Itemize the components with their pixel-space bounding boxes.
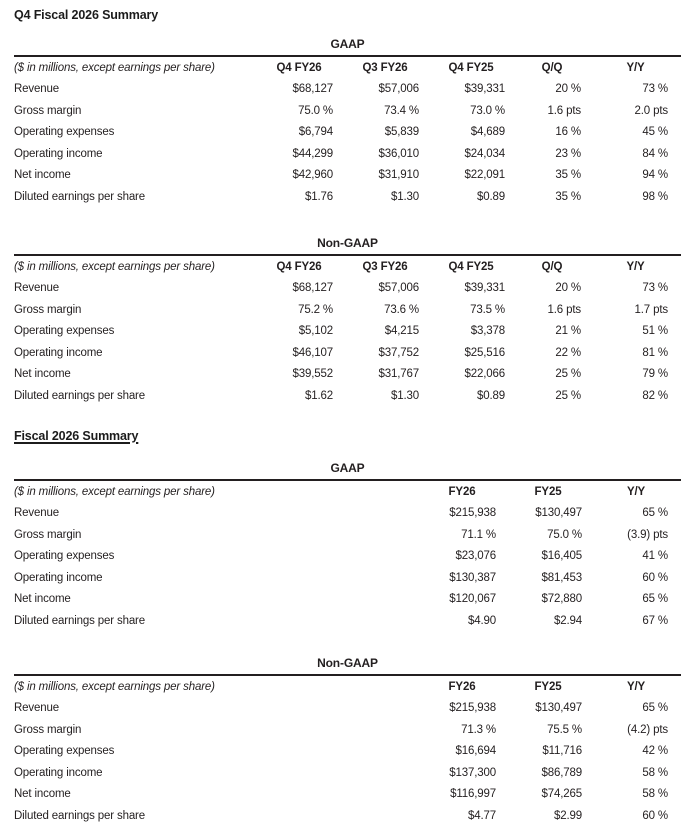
units-note-header: ($ in millions, except earnings per share) xyxy=(14,486,215,498)
cell-value: $4.77 xyxy=(467,809,496,822)
cell-value: 73 % xyxy=(642,282,668,295)
cell-value: 21 % xyxy=(555,325,581,338)
cell-value: 71.1 % xyxy=(461,528,496,541)
column-header: Y/Y xyxy=(626,681,646,693)
fiscal-summary-heading: Fiscal 2026 Summary xyxy=(14,429,139,443)
fy-non-gaap-table-section xyxy=(14,656,681,827)
cell-value: $215,938 xyxy=(449,507,496,520)
table-row xyxy=(14,144,681,166)
table-title-non-gaap: Non-GAAP xyxy=(317,236,378,250)
cell-value: 60 % xyxy=(642,809,668,822)
row-label: Gross margin xyxy=(14,104,82,117)
cell-value: $46,107 xyxy=(292,346,333,359)
cell-value: $3,378 xyxy=(470,325,505,338)
cell-value: $36,010 xyxy=(378,147,419,160)
row-label: Net income xyxy=(14,593,71,606)
row-label: Diluted earnings per share xyxy=(14,190,145,203)
table-row xyxy=(14,546,681,568)
table-row xyxy=(14,720,681,742)
fy-non-gaap-table xyxy=(14,674,681,827)
row-label: Operating income xyxy=(14,346,103,359)
row-label: Operating income xyxy=(14,147,103,160)
cell-value: 73.6 % xyxy=(384,303,419,316)
cell-value: 65 % xyxy=(642,507,668,520)
row-label: Operating expenses xyxy=(14,126,115,139)
table-row xyxy=(14,698,681,720)
cell-value: 2.0 pts xyxy=(634,104,668,117)
column-header: Q4 FY25 xyxy=(448,261,494,273)
cell-value: $68,127 xyxy=(292,282,333,295)
cell-value: $4.90 xyxy=(467,614,496,627)
row-label: Operating expenses xyxy=(14,325,115,338)
cell-value: 75.0 % xyxy=(298,104,333,117)
cell-value: $37,752 xyxy=(378,346,419,359)
row-label: Revenue xyxy=(14,702,59,715)
cell-value: $4,215 xyxy=(384,325,419,338)
table-row xyxy=(14,589,681,611)
table-row xyxy=(14,525,681,547)
row-label: Operating income xyxy=(14,766,103,779)
column-header: FY25 xyxy=(534,681,562,693)
cell-value: 65 % xyxy=(642,702,668,715)
cell-value: 41 % xyxy=(642,550,668,563)
column-header: FY26 xyxy=(448,681,476,693)
row-label: Revenue xyxy=(14,507,59,520)
cell-value: $5,102 xyxy=(298,325,333,338)
cell-value: $130,497 xyxy=(535,507,582,520)
row-label: Diluted earnings per share xyxy=(14,614,145,627)
cell-value: 22 % xyxy=(555,346,581,359)
cell-value: $11,716 xyxy=(542,745,582,758)
table-title-non-gaap: Non-GAAP xyxy=(317,656,378,670)
fy-gaap-table xyxy=(14,479,681,632)
cell-value: $44,299 xyxy=(292,147,333,160)
column-header: Y/Y xyxy=(626,261,645,273)
cell-value: 51 % xyxy=(642,325,668,338)
cell-value: $0.89 xyxy=(476,389,505,402)
cell-value: $215,938 xyxy=(449,702,496,715)
cell-value: 81 % xyxy=(642,346,668,359)
column-header: Q/Q xyxy=(541,62,563,74)
cell-value: $31,910 xyxy=(378,169,419,182)
cell-value: 73 % xyxy=(642,83,668,96)
row-label: Diluted earnings per share xyxy=(14,809,145,822)
table-header-row xyxy=(14,255,681,278)
cell-value: 75.2 % xyxy=(298,303,333,316)
row-label: Operating expenses xyxy=(14,550,115,563)
row-label: Operating income xyxy=(14,571,103,584)
column-header: FY25 xyxy=(534,486,562,498)
cell-value: $16,405 xyxy=(541,550,582,563)
table-title-gaap: GAAP xyxy=(330,37,365,51)
cell-value: $2.99 xyxy=(553,809,582,822)
cell-value: (3.9) pts xyxy=(627,528,668,541)
table-row xyxy=(14,784,681,806)
cell-value: 71.3 % xyxy=(461,723,496,736)
table-row xyxy=(14,300,681,322)
cell-value: $1.30 xyxy=(390,389,419,402)
column-header: FY26 xyxy=(448,486,476,498)
column-header: Y/Y xyxy=(626,62,645,74)
table-row xyxy=(14,101,681,123)
table-row xyxy=(14,165,681,187)
column-header: Q4 FY26 xyxy=(276,261,322,273)
cell-value: 75.0 % xyxy=(547,528,582,541)
cell-value: 20 % xyxy=(555,83,581,96)
cell-value: 98 % xyxy=(642,190,668,203)
cell-value: $116,997 xyxy=(450,788,496,801)
cell-value: $22,091 xyxy=(464,169,505,182)
cell-value: $22,066 xyxy=(464,368,505,381)
cell-value: 25 % xyxy=(555,389,581,402)
row-label: Operating expenses xyxy=(14,745,115,758)
cell-value: $42,960 xyxy=(292,169,333,182)
cell-value: 35 % xyxy=(555,169,581,182)
q4-non-gaap-table-section xyxy=(14,236,681,407)
table-row xyxy=(14,343,681,365)
q4-summary-heading: Q4 Fiscal 2026 Summary xyxy=(14,8,159,22)
table-row xyxy=(14,806,681,828)
row-label: Diluted earnings per share xyxy=(14,389,145,402)
cell-value: $39,331 xyxy=(464,83,505,96)
cell-value: 1.6 pts xyxy=(547,303,581,316)
q4-gaap-table xyxy=(14,55,681,208)
units-note-header: ($ in millions, except earnings per share) xyxy=(14,681,215,693)
table-row xyxy=(14,278,681,300)
table-row xyxy=(14,611,681,633)
cell-value: $16,694 xyxy=(455,745,496,758)
cell-value: $5,839 xyxy=(384,126,419,139)
row-label: Net income xyxy=(14,169,71,182)
cell-value: $130,387 xyxy=(449,571,496,584)
cell-value: 35 % xyxy=(555,190,581,203)
cell-value: 42 % xyxy=(642,745,668,758)
cell-value: $57,006 xyxy=(378,282,419,295)
row-label: Net income xyxy=(14,368,71,381)
table-row xyxy=(14,187,681,209)
table-header-row xyxy=(14,56,681,79)
cell-value: 60 % xyxy=(642,571,668,584)
cell-value: $4,689 xyxy=(470,126,505,139)
cell-value: 1.7 pts xyxy=(634,303,668,316)
cell-value: $23,076 xyxy=(455,550,496,563)
column-header: Q4 FY26 xyxy=(276,62,322,74)
cell-value: $86,789 xyxy=(541,766,582,779)
table-row xyxy=(14,364,681,386)
row-label: Gross margin xyxy=(14,528,82,541)
cell-value: 45 % xyxy=(642,126,668,139)
table-row xyxy=(14,122,681,144)
cell-value: 84 % xyxy=(642,147,668,160)
table-row xyxy=(14,503,681,525)
fy-gaap-table-section xyxy=(14,461,681,632)
cell-value: 75.5 % xyxy=(547,723,582,736)
cell-value: 73.0 % xyxy=(470,104,505,117)
cell-value: 23 % xyxy=(555,147,581,160)
table-header-row xyxy=(14,480,681,503)
table-row xyxy=(14,321,681,343)
cell-value: $31,767 xyxy=(378,368,419,381)
row-label: Net income xyxy=(14,788,71,801)
cell-value: 58 % xyxy=(642,788,668,801)
cell-value: $25,516 xyxy=(464,346,505,359)
row-label: Revenue xyxy=(14,282,59,295)
row-label: Gross margin xyxy=(14,723,82,736)
cell-value: 73.5 % xyxy=(470,303,505,316)
table-header-row xyxy=(14,675,681,698)
units-note-header: ($ in millions, except earnings per share) xyxy=(14,261,215,273)
cell-value: 73.4 % xyxy=(384,104,419,117)
cell-value: 65 % xyxy=(642,593,668,606)
row-label: Gross margin xyxy=(14,303,82,316)
q4-non-gaap-table xyxy=(14,254,681,407)
cell-value: (4.2) pts xyxy=(627,723,668,736)
cell-value: $0.89 xyxy=(476,190,505,203)
cell-value: 67 % xyxy=(642,614,668,627)
cell-value: 82 % xyxy=(642,389,668,402)
cell-value: $24,034 xyxy=(464,147,505,160)
cell-value: 58 % xyxy=(642,766,668,779)
column-header: Q3 FY26 xyxy=(362,261,408,273)
cell-value: $57,006 xyxy=(378,83,419,96)
cell-value: $130,497 xyxy=(535,702,582,715)
cell-value: $39,331 xyxy=(464,282,505,295)
cell-value: 16 % xyxy=(555,126,581,139)
table-title-gaap: GAAP xyxy=(330,461,365,475)
cell-value: $68,127 xyxy=(292,83,333,96)
cell-value: 79 % xyxy=(642,368,668,381)
cell-value: $1.30 xyxy=(390,190,419,203)
cell-value: $120,067 xyxy=(449,593,496,606)
table-row xyxy=(14,568,681,590)
cell-value: $39,552 xyxy=(292,368,333,381)
cell-value: 94 % xyxy=(642,169,668,182)
cell-value: 25 % xyxy=(555,368,581,381)
cell-value: $72,880 xyxy=(541,593,582,606)
table-row xyxy=(14,763,681,785)
cell-value: 20 % xyxy=(555,282,581,295)
cell-value: $81,453 xyxy=(541,571,582,584)
q4-gaap-table-section xyxy=(14,37,681,208)
cell-value: 1.6 pts xyxy=(547,104,581,117)
column-header: Q4 FY25 xyxy=(448,62,494,74)
cell-value: $2.94 xyxy=(553,614,582,627)
cell-value: $137,300 xyxy=(449,766,496,779)
column-header: Q/Q xyxy=(541,261,563,273)
cell-value: $74,265 xyxy=(541,788,582,801)
table-row xyxy=(14,741,681,763)
column-header: Y/Y xyxy=(626,486,646,498)
units-note-header: ($ in millions, except earnings per share) xyxy=(14,62,215,74)
column-header: Q3 FY26 xyxy=(362,62,408,74)
table-row xyxy=(14,79,681,101)
row-label: Revenue xyxy=(14,83,59,96)
table-row xyxy=(14,386,681,408)
cell-value: $6,794 xyxy=(298,126,333,139)
cell-value: $1.62 xyxy=(304,389,333,402)
cell-value: $1.76 xyxy=(304,190,333,203)
